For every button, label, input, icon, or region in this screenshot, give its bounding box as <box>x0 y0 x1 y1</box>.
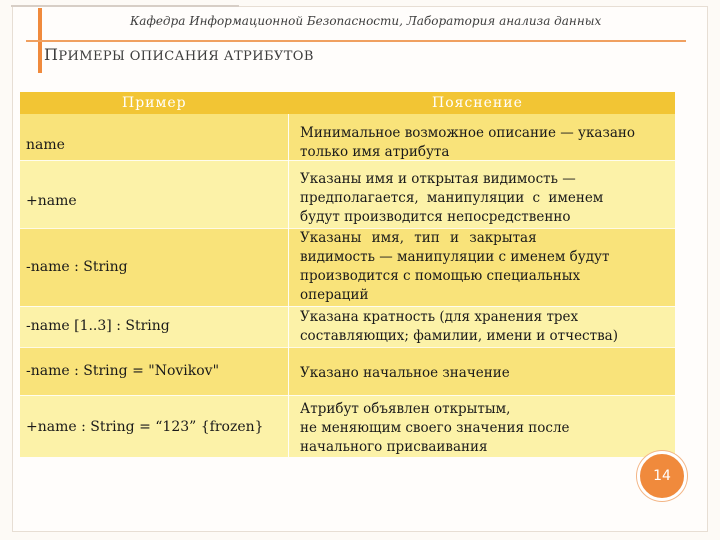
row-divider <box>20 347 675 348</box>
explanation-line: Указаны имя, тип и закрытая <box>300 230 537 246</box>
explanation-line: будут производится непосредственно <box>300 209 571 225</box>
column-header-explanation: Пояснение <box>432 95 523 111</box>
explanation-line: видимость — манипуляции с именем будут <box>300 249 610 265</box>
example-cell: +name <box>26 193 77 209</box>
explanation-line: не меняющим своего значения после <box>300 420 570 436</box>
explanation-line: Указано начальное значение <box>300 365 510 381</box>
explanation-line: начального присваивания <box>300 439 488 455</box>
example-cell: -name [1..3] : String <box>26 318 170 334</box>
explanation-cell <box>300 308 672 346</box>
department-header: Кафедра Информационной Безопасности, Лаборатория анализа данных <box>130 14 602 28</box>
explanation-cell <box>300 170 672 227</box>
explanation-line: Указаны имя и открытая видимость — <box>300 171 576 187</box>
row-divider <box>20 395 675 396</box>
explanation-cell <box>300 364 672 383</box>
explanation-line: Указана кратность (для хранения трех <box>300 309 579 325</box>
explanation-line: предполагается, манипуляции с именем <box>300 190 604 206</box>
explanation-cell <box>300 229 672 305</box>
row-divider <box>20 306 675 307</box>
top-decor-line <box>11 5 239 7</box>
column-divider <box>288 114 289 457</box>
attributes-table <box>20 92 675 457</box>
explanation-line: Минимальное возможное описание — указано <box>300 125 636 141</box>
title-first-letter: П <box>44 45 59 64</box>
page-number-badge: 14 <box>637 451 687 501</box>
example-cell: name <box>26 137 65 153</box>
column-header-example: Пример <box>122 95 187 111</box>
explanation-line: Атрибут объявлен открытым, <box>300 401 511 417</box>
table-header-row <box>20 92 675 114</box>
title-rest: РИМЕРЫ ОПИСАНИЯ АТРИБУТОВ <box>58 49 314 64</box>
example-cell: -name : String <box>26 259 128 275</box>
example-cell: -name : String = "Novikov" <box>26 363 220 379</box>
explanation-line: только имя атрибута <box>300 144 450 160</box>
example-cell: +name : String = “123” {frozen} <box>26 419 264 435</box>
explanation-line: производится с помощью специальных <box>300 268 581 284</box>
horizontal-accent-bar <box>26 40 686 42</box>
explanation-cell <box>300 124 672 162</box>
slide-title <box>44 45 314 64</box>
explanation-line: составляющих; фамилии, имени и отчества) <box>300 328 619 344</box>
explanation-cell <box>300 400 672 457</box>
explanation-line: операций <box>300 287 369 303</box>
